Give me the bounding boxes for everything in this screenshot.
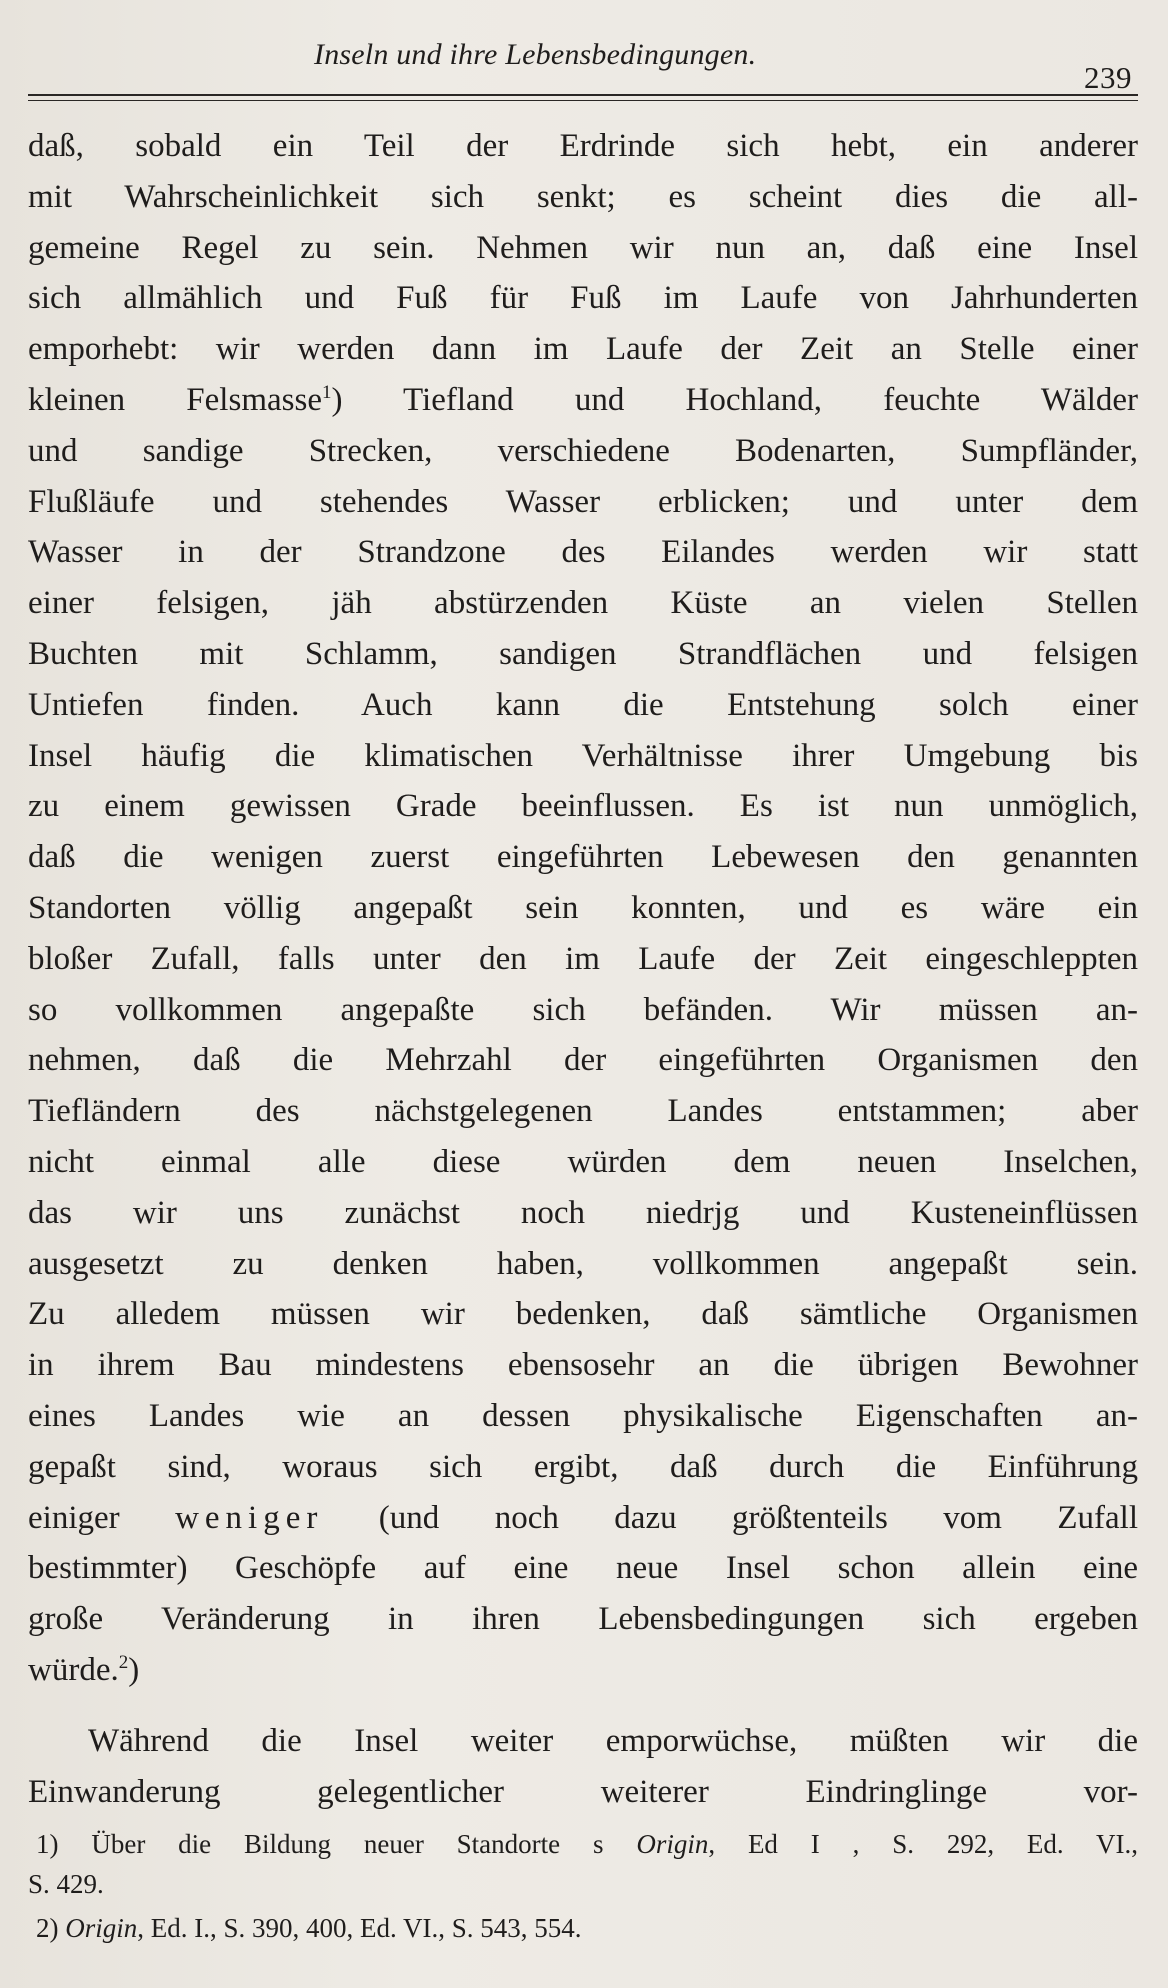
page-number: 239 bbox=[1084, 60, 1132, 95]
text-line: eines Landes wie an dessen physikalische Eigenschaften an- bbox=[28, 1397, 1138, 1434]
text-line: nehmen, daß die Mehrzahl der eingeführten Organismen den bbox=[28, 1042, 1138, 1079]
footnote-marker: 1) bbox=[36, 1829, 59, 1859]
text-line: bestimmter) Geschöpfe auf eine neue Insel schon allein eine bbox=[28, 1550, 1138, 1587]
text-line: emporhebt: wir werden dann im Laufe der Zeit an Stelle einer bbox=[28, 331, 1138, 368]
text-line: Wasser in der Strandzone des Eilandes werden wir statt bbox=[28, 534, 1138, 571]
text-line: Insel häufig die klimatischen Verhältnisse ihrer Umgebung bis bbox=[28, 737, 1138, 774]
footnote-text: Über die Bildung neuer Standorte s bbox=[58, 1829, 637, 1859]
footnote-marker: 2) bbox=[36, 1913, 59, 1943]
text-line bbox=[28, 1645, 1138, 1696]
text-line: sich allmählich und Fuß für Fuß im Laufe von Jahrhunderten bbox=[28, 280, 1138, 317]
footnotes bbox=[28, 1824, 1138, 1948]
text-line: große Veränderung in ihren Lebensbedingungen sich ergeben bbox=[28, 1601, 1138, 1638]
footnote-ref-1: 1 bbox=[321, 381, 332, 403]
text-line: nicht einmal alle diese würden dem neuen Inselchen, bbox=[28, 1143, 1138, 1180]
footnote-1 bbox=[28, 1824, 1138, 1864]
text-line: daß, sobald ein Teil der Erdrinde sich hebt, ein anderer bbox=[28, 128, 1138, 164]
text-line: Untiefen finden. Auch kann die Entstehung solch einer bbox=[28, 686, 1138, 723]
text-segment: kleinen Felsmasse bbox=[28, 381, 322, 418]
running-title: Inseln und ihre Lebensbedingungen. bbox=[314, 38, 757, 71]
footnote-italic-title: Origin bbox=[636, 1829, 709, 1859]
footnote-text: , Ed I , S. 292, Ed. VI., bbox=[708, 1829, 1138, 1859]
text-segment: ) bbox=[128, 1651, 140, 1688]
text-line: Einwanderung gelegentlicher weiterer Eindringlinge vor- bbox=[28, 1773, 1138, 1810]
footnote-2 bbox=[28, 1908, 1138, 1948]
text-segment: würde. bbox=[28, 1651, 119, 1688]
text-line: ausgesetzt zu denken haben, vollkommen angepaßt sein. bbox=[28, 1245, 1138, 1282]
text-line: das wir uns zunächst noch niedrjg und Kusteneinflüssen bbox=[28, 1194, 1138, 1231]
footnote-ref-2: 2 bbox=[118, 1651, 129, 1673]
text-segment: einiger bbox=[28, 1499, 120, 1536]
text-line bbox=[28, 375, 1138, 426]
footnote-text: , Ed. I., S. 390, 400, Ed. VI., S. 543, 554. bbox=[137, 1913, 582, 1943]
text-line: Flußläufe und stehendes Wasser erblicken; und unter dem bbox=[28, 483, 1138, 520]
spaced-emphasis: weniger bbox=[175, 1499, 324, 1536]
text-segment: ) Tiefland und Hochland, feuchte Wälder bbox=[331, 381, 1138, 418]
paragraph-start-line: Während die Insel weiter emporwüchse, müßten wir die bbox=[88, 1722, 1138, 1759]
text-line: Zu alledem müssen wir bedenken, daß sämtliche Organismen bbox=[28, 1296, 1138, 1333]
text-line: mit Wahrscheinlichkeit sich senkt; es scheint dies die all- bbox=[28, 178, 1138, 215]
header-rule-thick bbox=[28, 94, 1138, 96]
text-line: zu einem gewissen Grade beeinflussen. Es ist nun unmöglich, bbox=[28, 788, 1138, 825]
body-text bbox=[28, 121, 1138, 1817]
text-line: so vollkommen angepaßte sich befänden. Wir müssen an- bbox=[28, 991, 1138, 1028]
text-line: Tiefländern des nächstgelegenen Landes entstammen; aber bbox=[28, 1093, 1138, 1130]
page-header bbox=[28, 38, 1138, 100]
text-line: daß die wenigen zuerst eingeführten Lebewesen den genannten bbox=[28, 839, 1138, 876]
text-line: Buchten mit Schlamm, sandigen Strandflächen und felsigen bbox=[28, 635, 1138, 672]
footnote-1-continuation: S. 429. bbox=[28, 1869, 104, 1899]
text-line: gepaßt sind, woraus sich ergibt, daß durch die Einführung bbox=[28, 1448, 1138, 1485]
footnote-italic-title: Origin bbox=[65, 1913, 138, 1943]
text-line: und sandige Strecken, verschiedene Bodenarten, Sumpfländer, bbox=[28, 432, 1138, 469]
text-line: gemeine Regel zu sein. Nehmen wir nun an, daß eine Insel bbox=[28, 229, 1138, 266]
text-line: in ihrem Bau mindestens ebensosehr an die übrigen Bewohner bbox=[28, 1347, 1138, 1384]
text-line bbox=[28, 1493, 1138, 1544]
header-rule-thin bbox=[28, 100, 1138, 101]
text-line: bloßer Zufall, falls unter den im Laufe der Zeit eingeschleppten bbox=[28, 940, 1138, 977]
text-line: Standorten völlig angepaßt sein konnten, und es wäre ein bbox=[28, 889, 1138, 926]
text-segment: (und noch dazu größtenteils vom Zufall bbox=[323, 1499, 1138, 1536]
text-line: einer felsigen, jäh abstürzenden Küste an vielen Stellen bbox=[28, 585, 1138, 622]
